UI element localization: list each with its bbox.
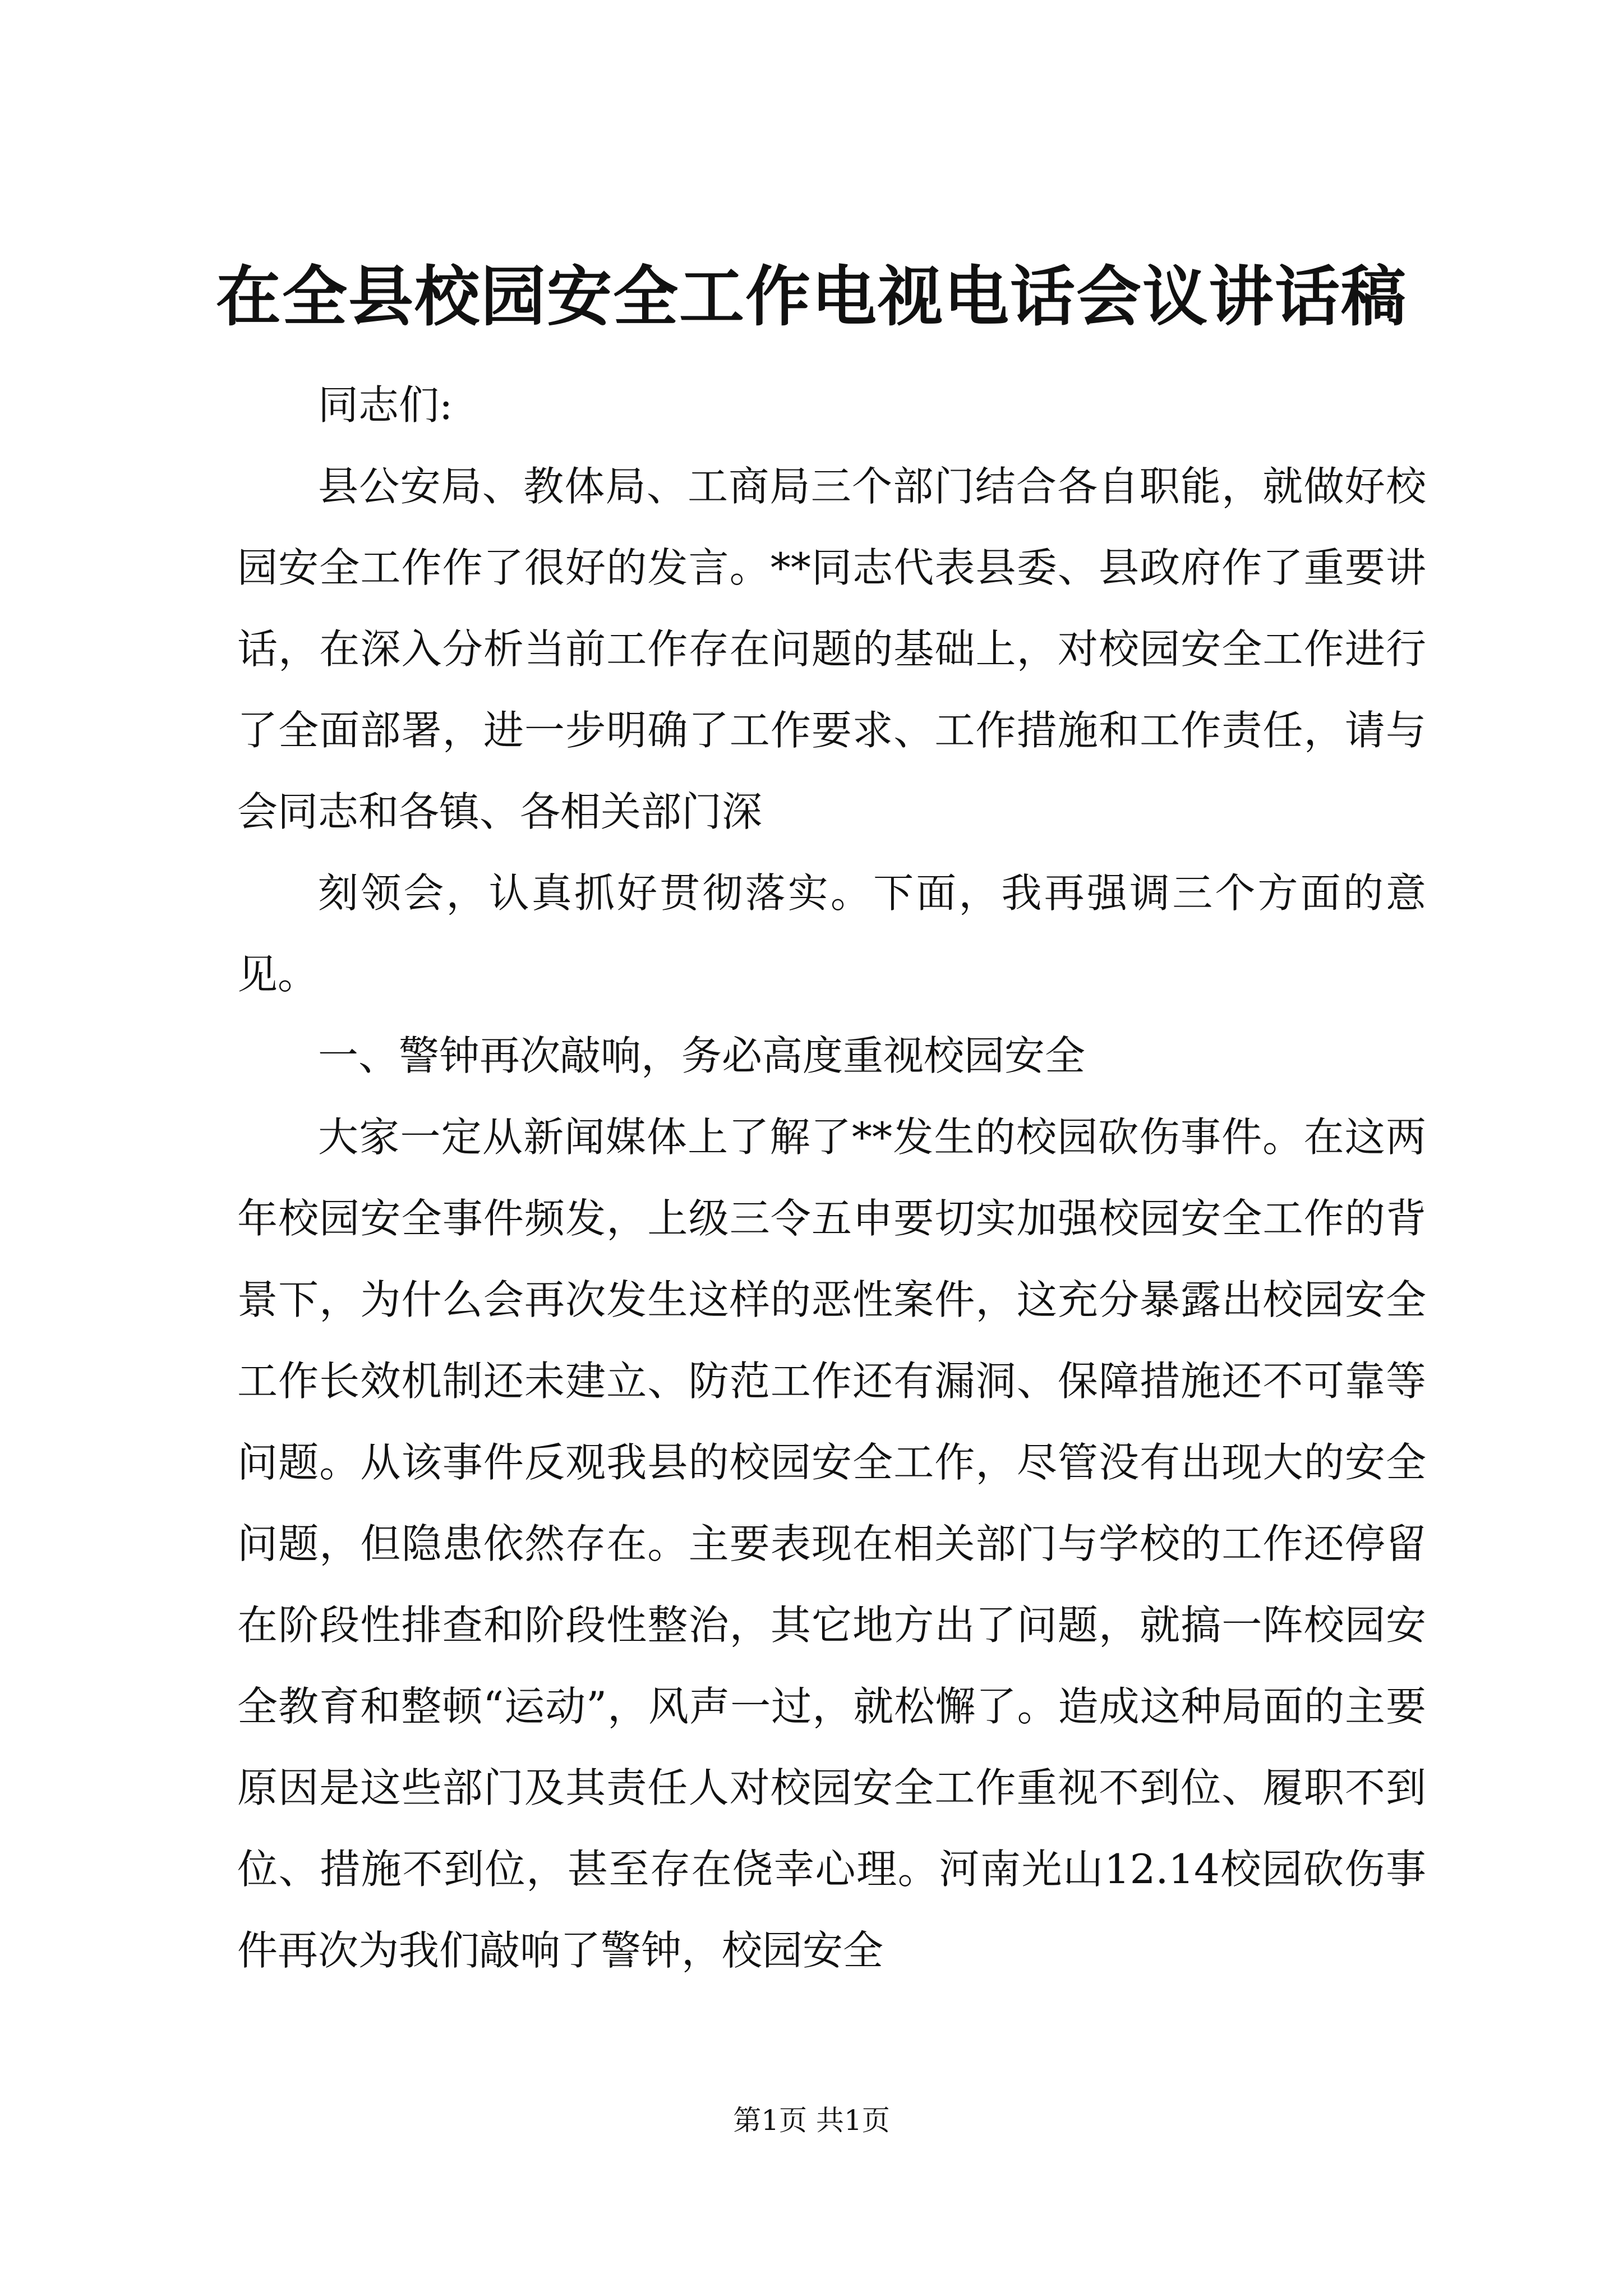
page-footer: 第1页 共1页	[733, 2104, 890, 2137]
body-paragraph: 县公安局、教体局、工商局三个部门结合各自职能，就做好校园安全工作作了很好的发言。**同志代表县委、县政府作了重要讲话，在深入分析当前工作存在问题的基础上，对校园安全工作进行了全面部署，进一步明确了工作要求、工作措施和工作责任，请与会同志和各镇、各相关部门深	[237, 463, 1426, 835]
body-paragraph: 刻领会，认真抓好贯彻落实。下面，我再强调三个方面的意见。	[237, 869, 1426, 998]
salutation: 同志们:	[318, 381, 453, 429]
section-heading: 一、警钟再次敲响，务必高度重视校园安全	[318, 1032, 1086, 1079]
document-title: 在全县校园安全工作电视电话会议讲话稿	[216, 259, 1407, 335]
document-body	[237, 365, 1426, 1991]
body-paragraph: 大家一定从新闻媒体上了解了**发生的校园砍伤事件。在这两年校园安全事件频发，上级三令五申要切实加强校园安全工作的背景下，为什么会再次发生这样的恶性案件，这充分暴露出校园安全工作长效机制还未建立、防范工作还有漏洞、保障措施还不可靠等问题。从该事件反观我县的校园安全工作，尽管没有出现大的安全问题，但隐患依然存在。主要表现在相关部门与学校的工作还停留在阶段性排查和阶段性整治，其它地方出了问题，就搞一阵校园安全教育和整顿“运动”，风声一过，就松懈了。造成这种局面的主要原因是这些部门及其责任人对校园安全工作重视不到位、履职不到位、措施不到位，甚至存在侥幸心理。河南光山12.14校园砍伤事件再次为我们敲响了警钟，校园安全	[237, 1114, 1426, 1974]
